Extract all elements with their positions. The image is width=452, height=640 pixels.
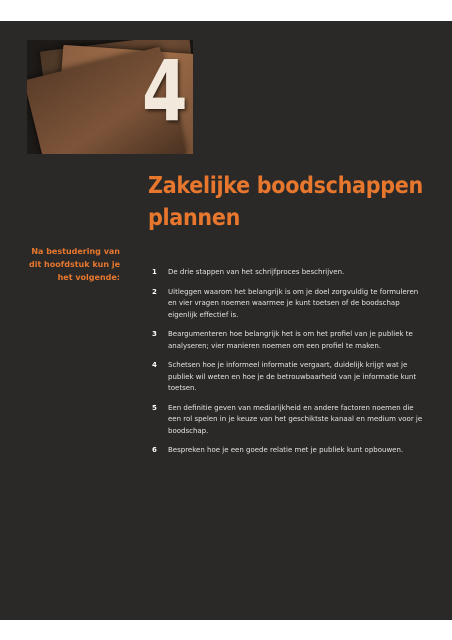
objective-item bbox=[152, 403, 428, 438]
learning-objectives-list bbox=[152, 267, 428, 457]
objective-text: Schetsen hoe je informeel informatie vergaart, duidelijk krijgt wat je publiek wil weten en hoe je de betrouwbaarheid van je informatie kunt toetsen. bbox=[168, 361, 417, 392]
chapter-title: Zakelijke boodschappen plannen bbox=[148, 173, 423, 231]
objectives-intro: Na bestudering van dit hoofdstuk kun je het volgende: bbox=[28, 247, 120, 282]
objective-number: 6 bbox=[152, 446, 157, 454]
objective-text: Bespreken hoe je een goede relatie met je publiek kunt opbouwen. bbox=[168, 446, 404, 454]
objective-text: De drie stappen van het schrijfproces beschrijven. bbox=[168, 268, 345, 276]
objective-text: Beargumenteren hoe belangrijk het is om het profiel van je publiek te analyseren; vier manieren noemen om een profiel te maken. bbox=[168, 330, 413, 350]
objective-item bbox=[152, 267, 428, 279]
objective-item bbox=[152, 329, 428, 352]
objective-number: 3 bbox=[152, 330, 157, 338]
objective-text: Een definitie geven van mediarijkheid en andere factoren noemen die een rol spelen in je keuze van het geschiktste kanaal en medium voor je boodschap. bbox=[168, 403, 423, 435]
chapter-number: 4 bbox=[142, 42, 188, 140]
objective-text: Uitleggen waarom het belangrijk is om je doel zorgvuldig te formuleren en vier vragen noemen waarmee je kunt toetsen of de boodschap eigenlijk effectief is. bbox=[168, 287, 419, 319]
objective-number: 2 bbox=[152, 287, 157, 296]
objective-item bbox=[152, 445, 428, 457]
objective-number: 5 bbox=[152, 403, 157, 412]
objective-number: 4 bbox=[152, 361, 157, 369]
chapter-opening-page bbox=[0, 21, 452, 620]
objective-item bbox=[152, 287, 428, 322]
objective-item bbox=[152, 360, 428, 395]
objective-number: 1 bbox=[152, 268, 157, 276]
